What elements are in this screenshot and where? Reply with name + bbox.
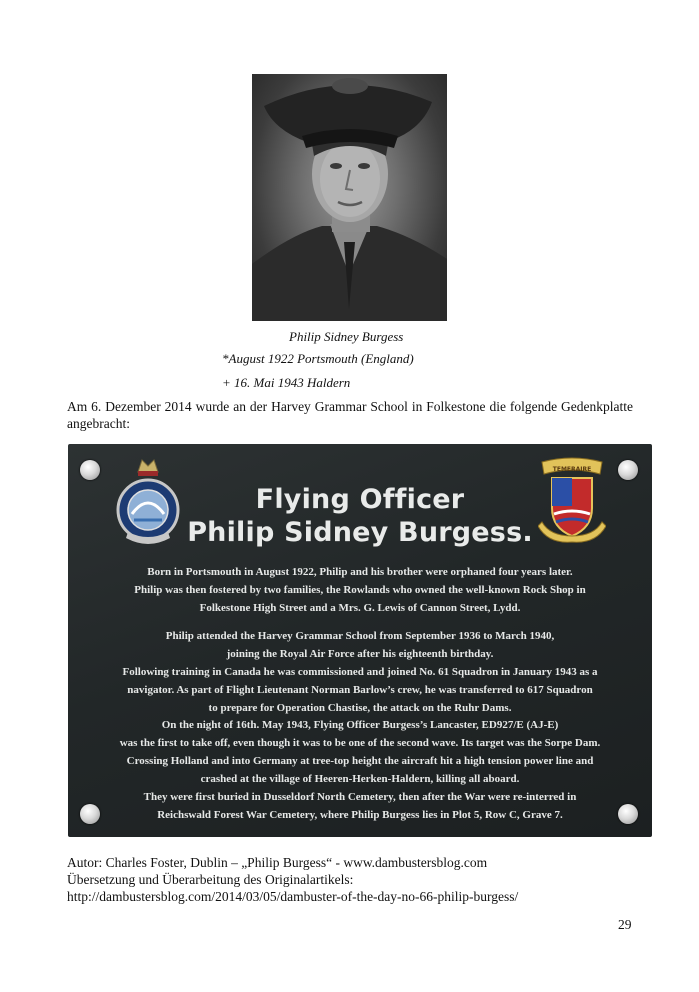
plaque-paragraph-3 bbox=[78, 716, 642, 824]
portrait-photo bbox=[252, 74, 447, 321]
plaque-text-line: Following training in Canada he was commissioned and joined No. 61 Squadron in January 1943 as a bbox=[122, 666, 598, 678]
plaque-text-line: On the night of 16th. May 1943, Flying Officer Burgess’s Lancaster, ED927/E (AJ-E) bbox=[161, 719, 559, 731]
plaque-text-line: Born in Portsmouth in August 1922, Philip and his brother were orphaned four years later. bbox=[147, 566, 573, 578]
photo-caption-name: Philip Sidney Burgess bbox=[289, 329, 404, 344]
plaque-text-line: They were first buried in Dusseldorf North Cemetery, then after the War were re-interred in bbox=[143, 791, 577, 803]
photo-caption-born: *August 1922 Portsmouth (England) bbox=[222, 351, 414, 366]
plaque-text-line: was the first to take off, even though it was to be one of the second wave. Its target was the Sorpe Dam. bbox=[119, 737, 601, 749]
intro-paragraph: Am 6. Dezember 2014 wurde an der Harvey Grammar School in Folkestone die folgende Gedenkplatte angebracht: bbox=[67, 399, 633, 431]
plaque-text-line: navigator. As part of Flight Lieutenant Norman Barlow’s crew, he was transferred to 617 Squadron bbox=[127, 684, 593, 696]
crest-motto-label: TEMERAIRE bbox=[552, 466, 592, 473]
plaque-paragraph-1 bbox=[78, 563, 642, 617]
plaque-text-line: Crossing Holland and into Germany at tree-top height the aircraft hit a high tension power line and bbox=[126, 755, 594, 767]
memorial-plaque bbox=[68, 444, 652, 837]
plaque-text-line: joining the Royal Air Force after his eighteenth birthday. bbox=[226, 648, 494, 660]
plaque-paragraph-2 bbox=[78, 627, 642, 717]
plaque-text-line: Philip attended the Harvey Grammar School from September 1936 to March 1940, bbox=[165, 630, 555, 642]
screw-top-right-icon bbox=[618, 460, 638, 480]
plaque-text-line: crashed at the village of Heeren-Herken-Haldern, killing all aboard. bbox=[200, 773, 520, 785]
plaque-title-rank: Flying Officer bbox=[255, 484, 465, 515]
footer-translation-note: Übersetzung und Überarbeitung des Originalartikels: bbox=[67, 872, 354, 887]
page-number: 29 bbox=[618, 917, 632, 932]
plaque-text-line: Reichswald Forest War Cemetery, where Philip Burgess lies in Plot 5, Row C, Grave 7. bbox=[157, 809, 563, 821]
footer-source-link[interactable]: http://dambustersblog.com/2014/03/05/dambuster-of-the-day-no-66-philip-burgess/ bbox=[67, 889, 519, 904]
screw-top-left-icon bbox=[80, 460, 100, 480]
portrait-figure bbox=[252, 74, 447, 321]
plaque-text-line: to prepare for Operation Chastise, the attack on the Ruhr Dams. bbox=[208, 702, 512, 714]
footer-author: Autor: Charles Foster, Dublin – „Philip Burgess“ - www.dambustersblog.com bbox=[67, 855, 488, 870]
photo-caption-died: + 16. Mai 1943 Haldern bbox=[222, 375, 351, 390]
plaque-text-line: Philip was then fostered by two families, the Rowlands who owned the well-known Rock Shop in bbox=[134, 584, 586, 596]
plaque-title-name: Philip Sidney Burgess. bbox=[187, 517, 533, 548]
plaque-text-line: Folkestone High Street and a Mrs. G. Lewis of Cannon Street, Lydd. bbox=[199, 602, 521, 614]
